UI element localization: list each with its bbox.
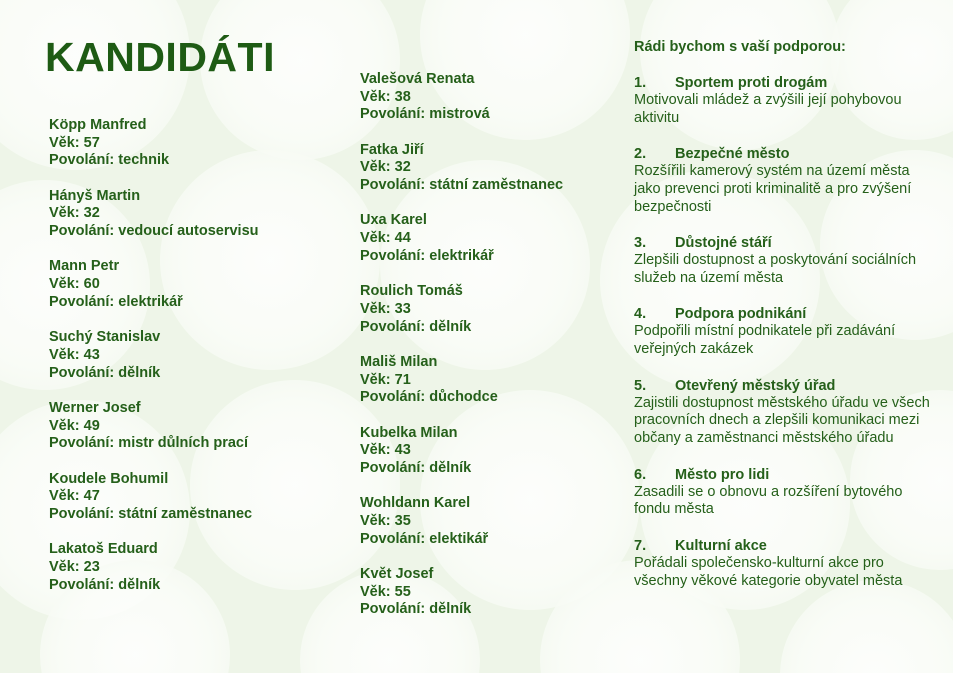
- age-label: Věk:: [360, 300, 395, 317]
- occupation-label: Povolání:: [360, 601, 430, 618]
- program-point-title: [634, 145, 934, 163]
- program-point-number: 3.: [634, 235, 647, 252]
- candidate-occupation: [49, 506, 259, 524]
- page-title: KANDIDÁTI: [45, 34, 275, 80]
- occupation-value: dělník: [429, 318, 472, 335]
- program-point-title: [634, 74, 934, 92]
- age-label: Věk:: [49, 346, 84, 363]
- candidate-occupation: [360, 106, 563, 124]
- candidate-name: Suchý Stanislav: [49, 329, 161, 346]
- program-point-title: [634, 466, 934, 484]
- program-point: [634, 145, 934, 216]
- candidate-entry: [360, 212, 563, 265]
- occupation-label: Povolání:: [360, 530, 430, 547]
- candidate-occupation: [360, 177, 563, 195]
- program-point: [634, 74, 934, 128]
- candidate-name: Mališ Milan: [360, 353, 438, 370]
- candidate-name: Koudele Bohumil: [49, 470, 169, 487]
- program-point-number: 4.: [634, 306, 647, 323]
- age-label: Věk:: [360, 512, 395, 529]
- candidate-name: Fatka Jiří: [360, 141, 424, 158]
- candidates-column-left: [49, 117, 259, 612]
- candidate-age: [49, 418, 259, 436]
- candidate-entry: [360, 283, 563, 336]
- age-label: Věk:: [49, 488, 84, 505]
- candidate-occupation: [49, 435, 259, 453]
- candidate-age: [49, 559, 259, 577]
- age-value: 43: [83, 346, 100, 363]
- occupation-value: technik: [118, 152, 170, 169]
- candidate-name: Köpp Manfred: [49, 117, 147, 133]
- age-value: 57: [83, 134, 100, 151]
- program-point-description: Rozšířili kamerový systém na území města jako prevenci proti kriminalitě a pro zvýšení bezpečnosti: [634, 163, 912, 215]
- occupation-value: elektrikář: [118, 293, 183, 310]
- candidate-entry: [360, 142, 563, 195]
- candidate-name: Lakatoš Eduard: [49, 541, 158, 558]
- candidate-occupation: [360, 389, 563, 407]
- program-point-title: [634, 305, 934, 323]
- candidate-entry: [49, 400, 259, 453]
- occupation-label: Povolání:: [360, 459, 430, 476]
- age-value: 23: [83, 558, 100, 575]
- candidate-age: [360, 230, 563, 248]
- occupation-label: Povolání:: [49, 576, 119, 593]
- program-point-number: 7.: [634, 537, 647, 554]
- program-point: [634, 377, 934, 448]
- occupation-label: Povolání:: [360, 177, 430, 194]
- age-label: Věk:: [49, 558, 84, 575]
- program-point-title: [634, 377, 934, 395]
- candidate-occupation: [49, 152, 259, 170]
- age-label: Věk:: [360, 583, 395, 600]
- program-point-description: Podpořili místní podnikatele při zadávání veřejných zakázek: [634, 323, 896, 358]
- age-label: Věk:: [49, 417, 84, 434]
- candidate-name: Hányš Martin: [49, 187, 141, 204]
- program-point-heading: Kulturní akce: [675, 537, 767, 554]
- program-point-description: Zasadili se o obnovu a rozšíření bytového fondu města: [634, 483, 903, 518]
- support-heading: Rádi bychom s vaší podporou:: [634, 39, 846, 55]
- candidate-age: [360, 584, 563, 602]
- program-point-heading: Otevřený městský úřad: [675, 377, 836, 394]
- age-label: Věk:: [360, 230, 395, 247]
- age-value: 44: [394, 230, 411, 247]
- program-point-description: Zajistili dostupnost městského úřadu ve všech pracovních dnech a zlepšili komunikaci mezi občany a zaměstnanci městského úřadu: [634, 394, 930, 447]
- age-label: Věk:: [360, 371, 395, 388]
- candidate-entry: [49, 541, 259, 594]
- occupation-label: Povolání:: [49, 435, 119, 452]
- program-point-heading: Důstojné stáří: [675, 235, 772, 252]
- occupation-value: dělník: [429, 601, 472, 618]
- age-label: Věk:: [49, 205, 84, 222]
- candidate-occupation: [360, 460, 563, 478]
- candidate-entry: [49, 117, 259, 170]
- occupation-value: státní zaměstnanec: [429, 177, 564, 194]
- candidate-age: [49, 135, 259, 153]
- program-point-description: Zlepšili dostupnost a poskytování sociálních služeb na území města: [634, 252, 917, 286]
- program-point-number: 1.: [634, 75, 647, 91]
- candidate-occupation: [360, 248, 563, 266]
- age-value: 71: [394, 371, 411, 388]
- candidate-entry: [360, 495, 563, 548]
- program-point-number: 2.: [634, 146, 647, 163]
- age-value: 35: [394, 512, 411, 529]
- age-value: 60: [83, 276, 100, 293]
- candidate-occupation: [360, 531, 563, 549]
- candidate-entry: [49, 258, 259, 311]
- candidate-age: [360, 372, 563, 390]
- program-point: [634, 234, 934, 288]
- program-point-number: 5.: [634, 377, 647, 394]
- age-value: 49: [83, 417, 100, 434]
- occupation-value: dělník: [118, 576, 161, 593]
- candidates-column-right: [360, 71, 563, 637]
- candidate-entry: [360, 425, 563, 478]
- candidate-entry: [49, 188, 259, 241]
- candidate-entry: [49, 329, 259, 382]
- program-point-heading: Bezpečné město: [675, 146, 790, 163]
- age-value: 55: [394, 583, 411, 600]
- age-label: Věk:: [360, 159, 395, 176]
- candidate-entry: [360, 354, 563, 407]
- occupation-value: státní zaměstnanec: [118, 505, 253, 522]
- candidate-age: [49, 347, 259, 365]
- occupation-value: vedoucí autoservisu: [118, 223, 259, 240]
- occupation-value: elektikář: [429, 530, 489, 547]
- age-value: 47: [83, 488, 100, 505]
- occupation-value: elektrikář: [429, 247, 494, 264]
- age-value: 32: [83, 205, 100, 222]
- program-point-title: [634, 537, 934, 555]
- candidate-name: Kubelka Milan: [360, 424, 458, 441]
- program-point: [634, 305, 934, 359]
- candidate-age: [360, 513, 563, 531]
- candidate-age: [360, 89, 563, 107]
- occupation-value: důchodce: [429, 389, 498, 406]
- support-section: [634, 38, 934, 608]
- candidate-occupation: [49, 294, 259, 312]
- age-value: 32: [394, 159, 411, 176]
- occupation-value: dělník: [118, 364, 161, 381]
- candidate-name: Werner Josef: [49, 399, 141, 416]
- candidate-age: [49, 488, 259, 506]
- occupation-label: Povolání:: [360, 247, 430, 264]
- occupation-label: Povolání:: [49, 223, 119, 240]
- program-point-title: [634, 234, 934, 252]
- occupation-value: mistr důlních prací: [118, 435, 249, 452]
- occupation-value: mistrová: [429, 106, 490, 123]
- occupation-label: Povolání:: [49, 293, 119, 310]
- age-label: Věk:: [360, 88, 395, 105]
- program-point-description: Pořádali společensko-kulturní akce pro všechny věkové kategorie obyvatel města: [634, 554, 903, 589]
- candidate-age: [360, 159, 563, 177]
- candidate-name: Valešová Renata: [360, 71, 475, 87]
- candidate-age: [49, 205, 259, 223]
- occupation-value: dělník: [429, 459, 472, 476]
- candidate-occupation: [49, 577, 259, 595]
- program-point: [634, 537, 934, 591]
- program-point-description: Motivovali mládež a zvýšili její pohybovou aktivitu: [634, 92, 902, 126]
- candidate-name: Květ Josef: [360, 565, 434, 582]
- age-label: Věk:: [49, 276, 84, 293]
- age-value: 43: [394, 442, 411, 459]
- occupation-label: Povolání:: [360, 106, 430, 123]
- candidate-name: Mann Petr: [49, 258, 120, 275]
- candidate-occupation: [360, 601, 563, 619]
- candidate-entry: [360, 566, 563, 619]
- candidate-name: Roulich Tomáš: [360, 283, 463, 300]
- program-points: [634, 74, 934, 590]
- candidate-name: Wohldann Karel: [360, 495, 471, 512]
- candidate-name: Uxa Karel: [360, 212, 427, 229]
- program-point-heading: Město pro lidi: [675, 466, 770, 483]
- occupation-label: Povolání:: [49, 364, 119, 381]
- age-value: 33: [394, 300, 411, 317]
- candidate-age: [49, 276, 259, 294]
- program-point-number: 6.: [634, 466, 647, 483]
- age-label: Věk:: [49, 134, 84, 151]
- program-point-heading: Podpora podnikání: [675, 306, 807, 323]
- occupation-label: Povolání:: [360, 389, 430, 406]
- candidate-age: [360, 442, 563, 460]
- candidate-entry: [360, 71, 563, 124]
- program-point: [634, 466, 934, 520]
- age-value: 38: [394, 88, 411, 105]
- occupation-label: Povolání:: [360, 318, 430, 335]
- candidate-occupation: [360, 319, 563, 337]
- candidate-occupation: [49, 365, 259, 383]
- candidate-age: [360, 301, 563, 319]
- candidate-entry: [49, 471, 259, 524]
- program-point-heading: Sportem proti drogám: [675, 75, 828, 91]
- occupation-label: Povolání:: [49, 152, 119, 169]
- candidate-occupation: [49, 223, 259, 241]
- occupation-label: Povolání:: [49, 505, 119, 522]
- age-label: Věk:: [360, 442, 395, 459]
